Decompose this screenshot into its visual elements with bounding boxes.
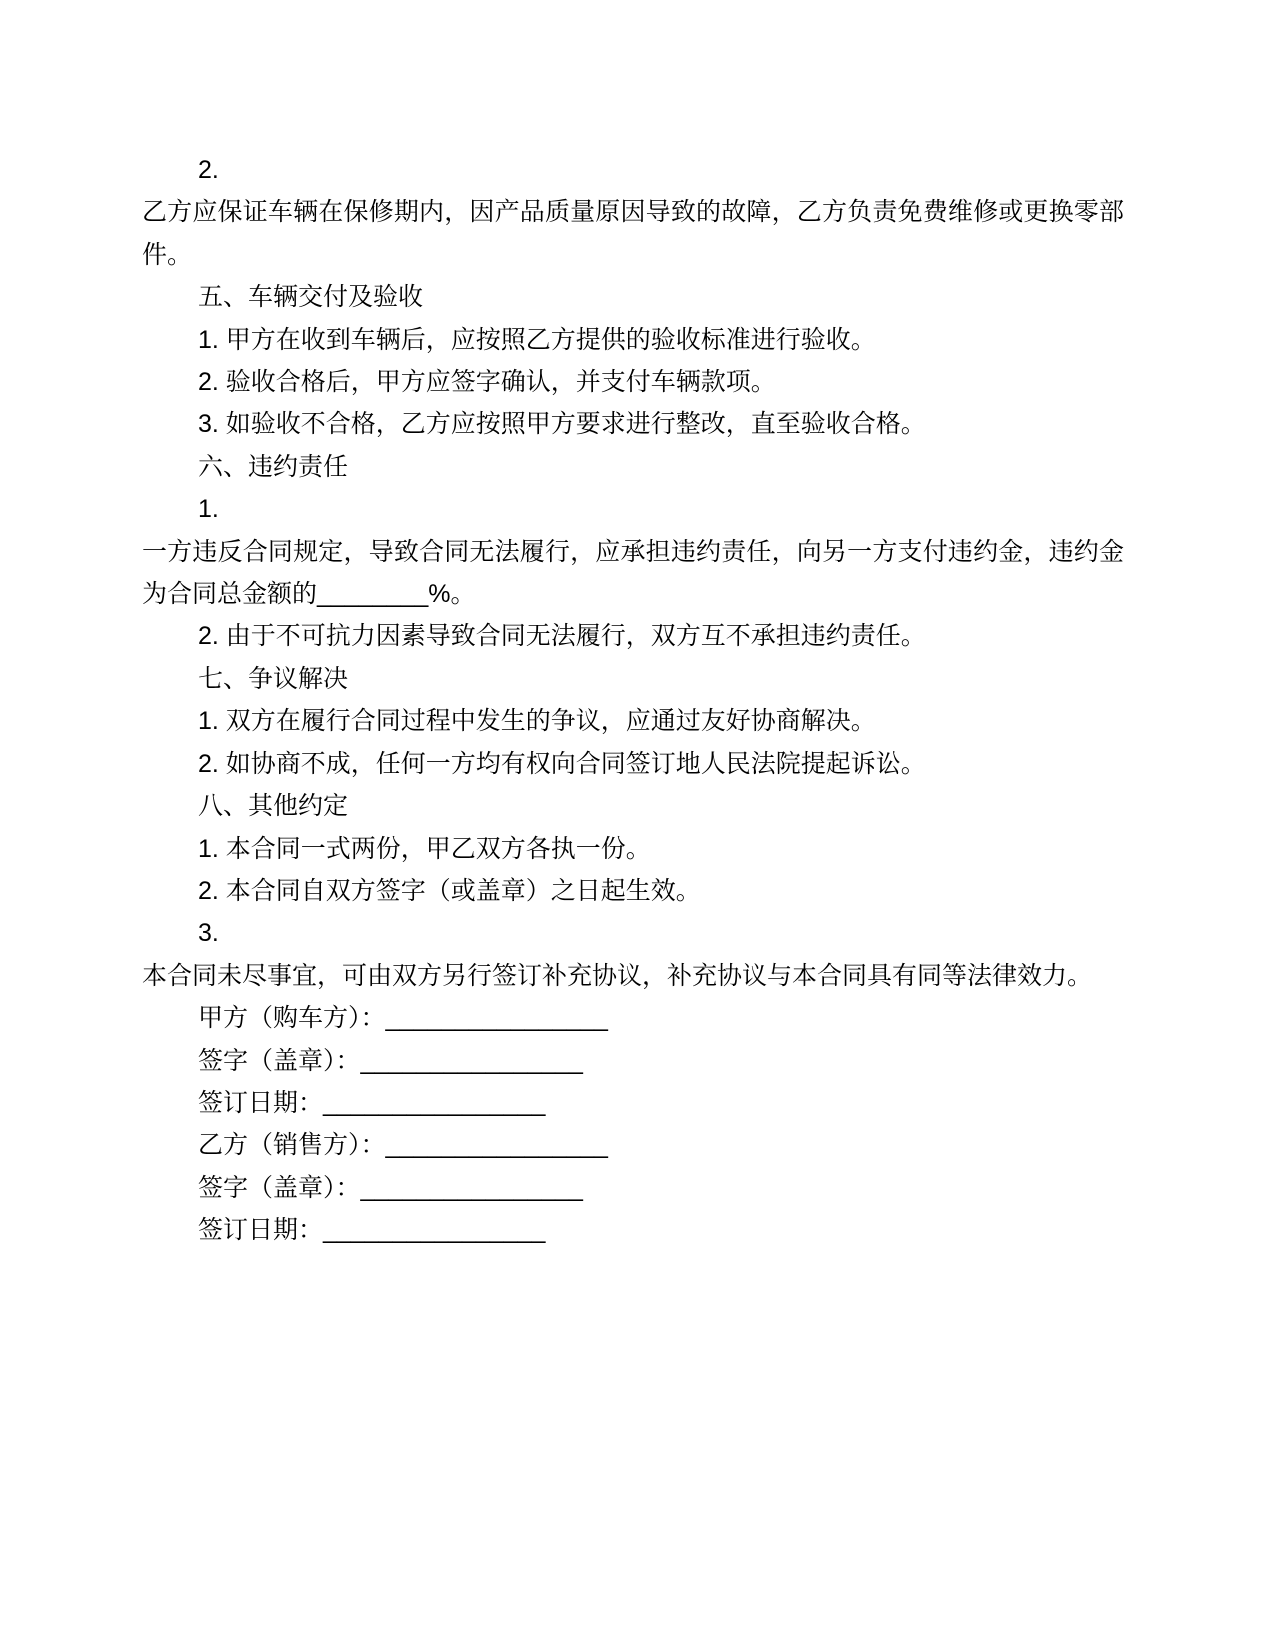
section-6-item-1-line-2: 为合同总金额的________%。	[142, 580, 476, 609]
party-a-date-blank-line: 签订日期：________________	[198, 1088, 546, 1117]
section-5-item-1: 1. 甲方在收到车辆后，应按照乙方提供的验收标准进行验收。	[198, 325, 876, 354]
section-8-item-3-number: 3.	[198, 919, 219, 948]
party-a-signature-blank-line: 签字（盖章）：________________	[198, 1046, 583, 1075]
party-a-name-blank-line: 甲方（购车方）：________________	[198, 1004, 608, 1033]
section-5-item-3: 3. 如验收不合格，乙方应按照甲方要求进行整改，直至验收合格。	[198, 410, 926, 439]
section-8-item-2: 2. 本合同自双方签字（或盖章）之日起生效。	[198, 876, 701, 905]
section-7-item-2: 2. 如协商不成，任何一方均有权向合同签订地人民法院提起诉讼。	[198, 749, 926, 778]
section-8-item-3-text: 本合同未尽事宜，可由双方另行签订补充协议，补充协议与本合同具有同等法律效力。	[142, 961, 1093, 990]
party-b-signature-blank-line: 签字（盖章）：________________	[198, 1173, 583, 1202]
section-6-item-2: 2. 由于不可抗力因素导致合同无法履行，双方互不承担违约责任。	[198, 622, 926, 651]
section-7-item-1: 1. 双方在履行合同过程中发生的争议，应通过友好协商解决。	[198, 707, 876, 736]
section-5-heading: 五、车辆交付及验收	[198, 283, 424, 312]
section-5-item-2: 2. 验收合格后，甲方应签字确认，并支付车辆款项。	[198, 368, 776, 397]
contract-body	[142, 149, 1124, 1252]
section-6-item-1-number: 1.	[198, 495, 219, 524]
party-b-date-blank-line: 签订日期：________________	[198, 1216, 546, 1245]
section-8-item-1: 1. 本合同一式两份，甲乙双方各执一份。	[198, 834, 651, 863]
party-b-name-blank-line: 乙方（销售方）：________________	[198, 1131, 608, 1160]
section-6-item-1-line-1: 一方违反合同规定，导致合同无法履行，应承担违约责任，向另一方支付违约金，违约金	[142, 537, 1124, 566]
clause-warranty-line-1: 乙方应保证车辆在保修期内，因产品质量原因导致的故障，乙方负责免费维修或更换零部	[142, 198, 1124, 227]
section-6-heading: 六、违约责任	[198, 452, 349, 481]
section-7-heading: 七、争议解决	[198, 664, 349, 693]
clause-4-item-2-number: 2.	[198, 156, 219, 184]
clause-warranty-line-2: 件。	[142, 240, 193, 269]
section-8-heading: 八、其他约定	[198, 792, 349, 821]
